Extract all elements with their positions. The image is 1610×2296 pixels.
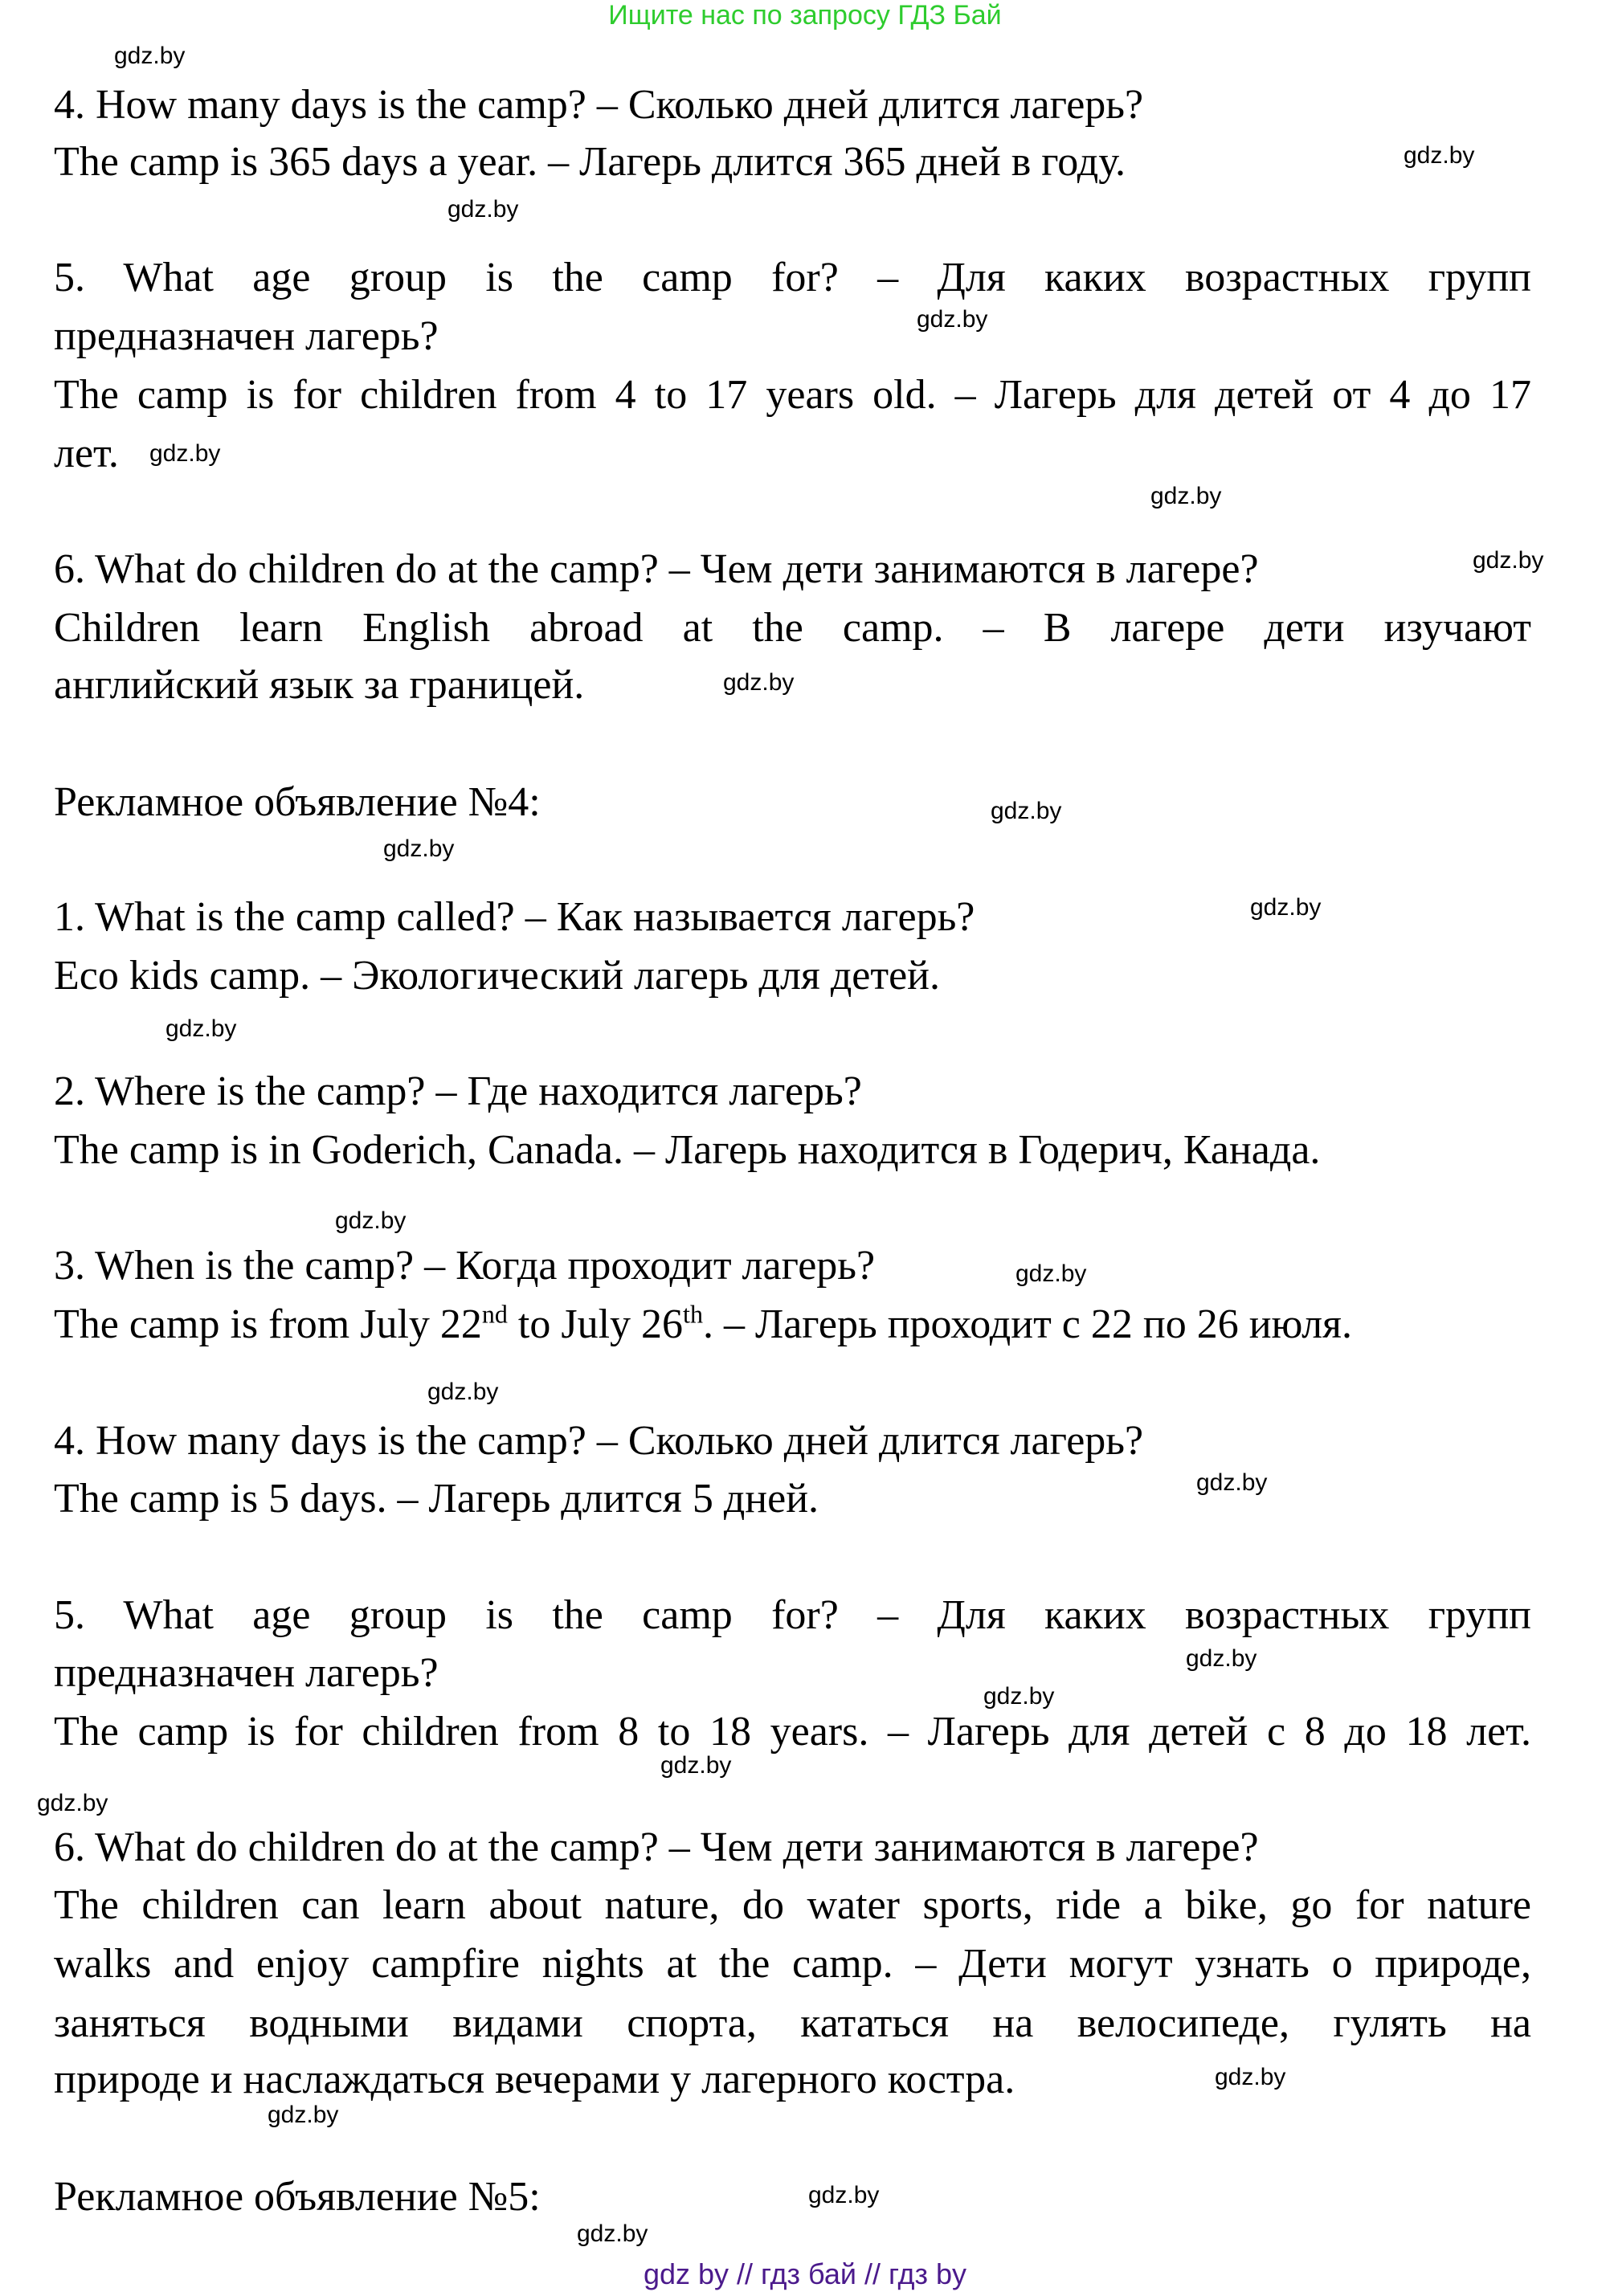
- text-line: природе и наслаждаться вечерами у лагерного костра.: [54, 2057, 1015, 2102]
- text-line: The camp is 365 days a year. – Лагерь длится 365 дней в году.: [54, 139, 1126, 185]
- text-line: предназначен лагерь?: [54, 1650, 439, 1696]
- watermark: gdz.by: [983, 1683, 1055, 1710]
- superscript: th: [683, 1299, 703, 1329]
- text-line: предназначен лагерь?: [54, 313, 439, 359]
- watermark: gdz.by: [660, 1752, 732, 1779]
- superscript: nd: [481, 1299, 508, 1329]
- watermark: gdz.by: [1196, 1469, 1268, 1496]
- watermark: gdz.by: [149, 440, 221, 467]
- text-part: to July 26: [507, 1301, 684, 1347]
- text-line: The camp is 5 days. – Лагерь длится 5 дней.: [54, 1476, 819, 1522]
- text-line: 2. Where is the camp? – Где находится лагерь?: [54, 1068, 862, 1114]
- text-line: 1. What is the camp called? – Как называется лагерь?: [54, 894, 975, 940]
- text-line: walks and enjoy campfire nights at the camp. – Дети могут узнать о природе,: [54, 1941, 1531, 1987]
- text-line: The camp is for children from 4 to 17 years old. – Лагерь для детей от 4 до 17: [54, 372, 1531, 418]
- header-banner: Ищите нас по запросу ГДЗ Бай: [608, 0, 1002, 31]
- watermark: gdz.by: [1215, 2064, 1286, 2090]
- text-part: The camp is from July 22: [54, 1301, 482, 1347]
- section-heading: Рекламное объявление №4:: [54, 779, 541, 825]
- text-line: Children learn English abroad at the camp. – В лагере дети изучают: [54, 605, 1531, 651]
- watermark: gdz.by: [1404, 142, 1475, 169]
- text-line: лет.: [54, 431, 119, 476]
- watermark: gdz.by: [335, 1207, 407, 1234]
- text-line: заняться водными видами спорта, кататься на велосипеде, гулять на: [54, 2000, 1531, 2046]
- text-line: The children can learn about nature, do water sports, ride a bike, go for nature: [54, 1882, 1531, 1928]
- watermark: gdz.by: [37, 1790, 108, 1816]
- text-line: [54, 1296, 1352, 1354]
- section-heading: Рекламное объявление №5:: [54, 2174, 541, 2220]
- footer-banner: gdz by // гдз бай // гдз by: [643, 2257, 967, 2290]
- watermark: gdz.by: [1150, 483, 1222, 509]
- watermark: gdz.by: [723, 669, 795, 696]
- text-line: 4. How many days is the camp? – Сколько дней длится лагерь?: [54, 1418, 1144, 1464]
- text-line: 5. What age group is the camp for? – Для каких возрастных групп: [54, 1592, 1531, 1638]
- watermark: gdz.by: [808, 2182, 880, 2208]
- watermark: gdz.by: [1250, 894, 1322, 921]
- watermark: gdz.by: [1015, 1260, 1087, 1287]
- watermark: gdz.by: [427, 1379, 499, 1405]
- text-line: 3. When is the camp? – Когда проходит лагерь?: [54, 1243, 876, 1289]
- watermark: gdz.by: [383, 835, 455, 862]
- watermark: gdz.by: [991, 798, 1062, 824]
- text-line: 5. What age group is the camp for? – Для каких возрастных групп: [54, 255, 1531, 300]
- watermark: gdz.by: [268, 2102, 339, 2128]
- text-line: The camp is for children from 8 to 18 years. – Лагерь для детей с 8 до 18 лет.: [54, 1709, 1531, 1755]
- watermark: gdz.by: [1473, 547, 1544, 574]
- watermark: gdz.by: [577, 2220, 648, 2247]
- watermark: gdz.by: [165, 1015, 237, 1042]
- watermark: gdz.by: [447, 196, 519, 223]
- text-line: The camp is in Goderich, Canada. – Лагерь находится в Годерич, Канада.: [54, 1127, 1321, 1173]
- text-line: Eco kids camp. – Экологический лагерь для детей.: [54, 953, 940, 999]
- text-line: 6. What do children do at the camp? – Чем дети занимаются в лагере?: [54, 546, 1259, 592]
- text-line: 6. What do children do at the camp? – Чем дети занимаются в лагере?: [54, 1824, 1259, 1870]
- text-part: . – Лагерь проходит с 22 по 26 июля.: [702, 1301, 1352, 1347]
- watermark: gdz.by: [1186, 1645, 1257, 1672]
- text-line: английский язык за границей.: [54, 662, 585, 708]
- watermark: gdz.by: [917, 306, 988, 333]
- watermark: gdz.by: [114, 43, 186, 69]
- text-line: 4. How many days is the camp? – Сколько дней длится лагерь?: [54, 82, 1144, 128]
